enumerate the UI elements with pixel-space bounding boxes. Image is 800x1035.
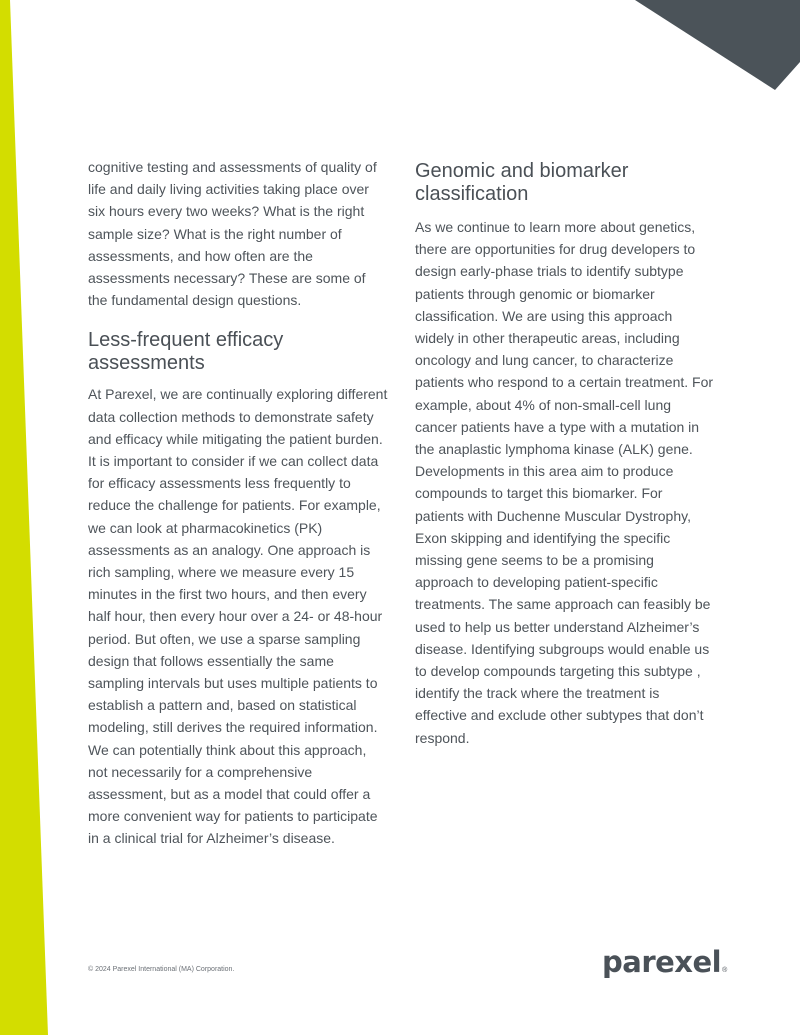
logo-wordmark: parexel	[602, 945, 722, 979]
left-accent-bar	[0, 0, 48, 1035]
right-column	[415, 156, 715, 749]
section-heading-genomic: Genomic and biomarker classification	[415, 160, 629, 205]
registered-mark: ®	[722, 967, 728, 974]
genomic-paragraph: As we continue to learn more about genetics, there are opportunities for drug developers to design early-phase trials to identify subtype patients through genomic or biomarker classification. We are using this approach widely in other therapeutic areas, including oncology and lung cancer, to characterize patients who respond to a certain treatment. For example, about 4% of non-small-cell lung cancer patients have a type with a mutation in the anaplastic lymphoma kinase (ALK) gene. Developments in this area aim to produce compounds to target this biomarker. For patients with Duchenne Muscular Dystrophy, Exon skipping and identifying the specific missing gene seems to be a promising approach to developing patient-specific treatments. The same approach can feasibly be used to help us better understand Alzheimer’s disease. Identifying subgroups would enable us to develop compounds targeting this subtype , identify the track where the treatment is effective and exclude other subtypes that don’t respond.	[415, 219, 714, 746]
parexel-logo	[602, 945, 727, 979]
efficacy-paragraph: At Parexel, we are continually exploring different data collection methods to demonstrate safety and efficacy while mitigating the patient burden. It is important to consider if we can collect data for efficacy assessments less frequently to reduce the challenge for patients. For example, we can look at pharmacokinetics (PK) assessments as an analogy. One approach is rich sampling, where we measure every 15 minutes in the first two hours, and then every half hour, then every hour over a 24- or 48-hour period. But often, we use a sparse sampling design that follows essentially the same sampling intervals but uses multiple patients to establish a pattern and, based on statistical modeling, still derives the required information. We can potentially think about this approach, not necessarily for a comprehensive assessment, but as a model that could offer a more convenient way for patients to participate in a clinical trial for Alzheimer’s disease.	[88, 386, 388, 847]
copyright-notice: © 2024 Parexel International (MA) Corporation.	[88, 966, 235, 973]
top-right-corner-shape	[635, 0, 800, 92]
intro-paragraph: cognitive testing and assessments of quality of life and daily living activities taking place over six hours every two weeks? What is the right sample size? What is the right number of assessments, and how often are the assessments necessary? These are some of the fundamental design questions.	[88, 159, 377, 309]
left-column	[88, 156, 388, 850]
section-heading-efficacy: Less-frequent efficacy assessments	[88, 329, 284, 375]
